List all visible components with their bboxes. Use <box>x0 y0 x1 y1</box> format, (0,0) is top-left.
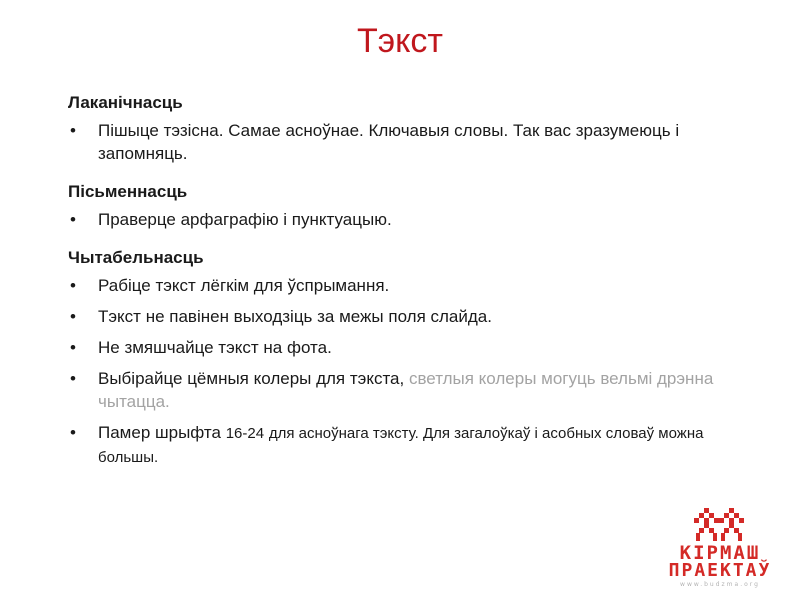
section-heading: Чытабельнасць <box>68 248 204 267</box>
slide-title: Тэкст <box>357 22 443 60</box>
list-item-font-size <box>68 421 758 469</box>
list-item-colors <box>68 367 758 413</box>
list-item-text: Выбірайце цёмныя колеры для тэкста, <box>98 369 405 388</box>
list-item-text: Не змяшчайце тэкст на фота. <box>98 338 332 357</box>
list-item <box>68 336 758 359</box>
list-item-text: Пішыце тэзісна. Самае асноўнае. Ключавыя словы. Так вас зразумеюць і запомняць. <box>98 121 680 163</box>
bullet-icon: • <box>70 338 76 357</box>
bullet-icon: • <box>70 423 76 442</box>
bullet-icon: • <box>70 210 76 229</box>
kirmash-praektau-logo <box>666 506 774 590</box>
section-heading: Пісьменнасць <box>68 182 188 201</box>
bullet-icon: • <box>70 121 76 140</box>
logo-url: www.budzma.org <box>680 581 760 588</box>
logo-line-2: ПРАЕКТАЎ <box>668 560 772 581</box>
light-text-example: светлыя колеры могуць вельмі дрэнна чытацца. <box>98 369 714 411</box>
list-item-text: Рабіце тэкст лёгкім для ўспрымання. <box>98 276 390 295</box>
section-laconicism <box>68 92 758 165</box>
list-item <box>68 119 758 165</box>
list-item-text: Праверце арфаграфію і пунктуацыю. <box>98 210 392 229</box>
list-item-text: Тэкст не павінен выходзіць за межы поля слайда. <box>98 307 492 326</box>
bullet-icon: • <box>70 307 76 326</box>
font-size-range: 16-24 <box>225 425 265 442</box>
list-item-text-small: для асноўнага тэксту. Для загалоўкаў і асобных словаў можна большы. <box>98 425 704 466</box>
folk-ornament-figures-icon <box>666 506 774 544</box>
list-item-text: Памер шрыфта <box>98 423 221 442</box>
section-heading: Лаканічнасць <box>68 93 183 112</box>
list-item <box>68 274 758 297</box>
bullet-icon: • <box>70 276 76 295</box>
logo-line-1: КІРМАШ <box>679 542 761 564</box>
list-item <box>68 208 758 231</box>
slide-content <box>68 92 758 485</box>
bullet-icon: • <box>70 369 76 388</box>
list-item <box>68 305 758 328</box>
section-readability <box>68 247 758 469</box>
section-literacy <box>68 181 758 231</box>
